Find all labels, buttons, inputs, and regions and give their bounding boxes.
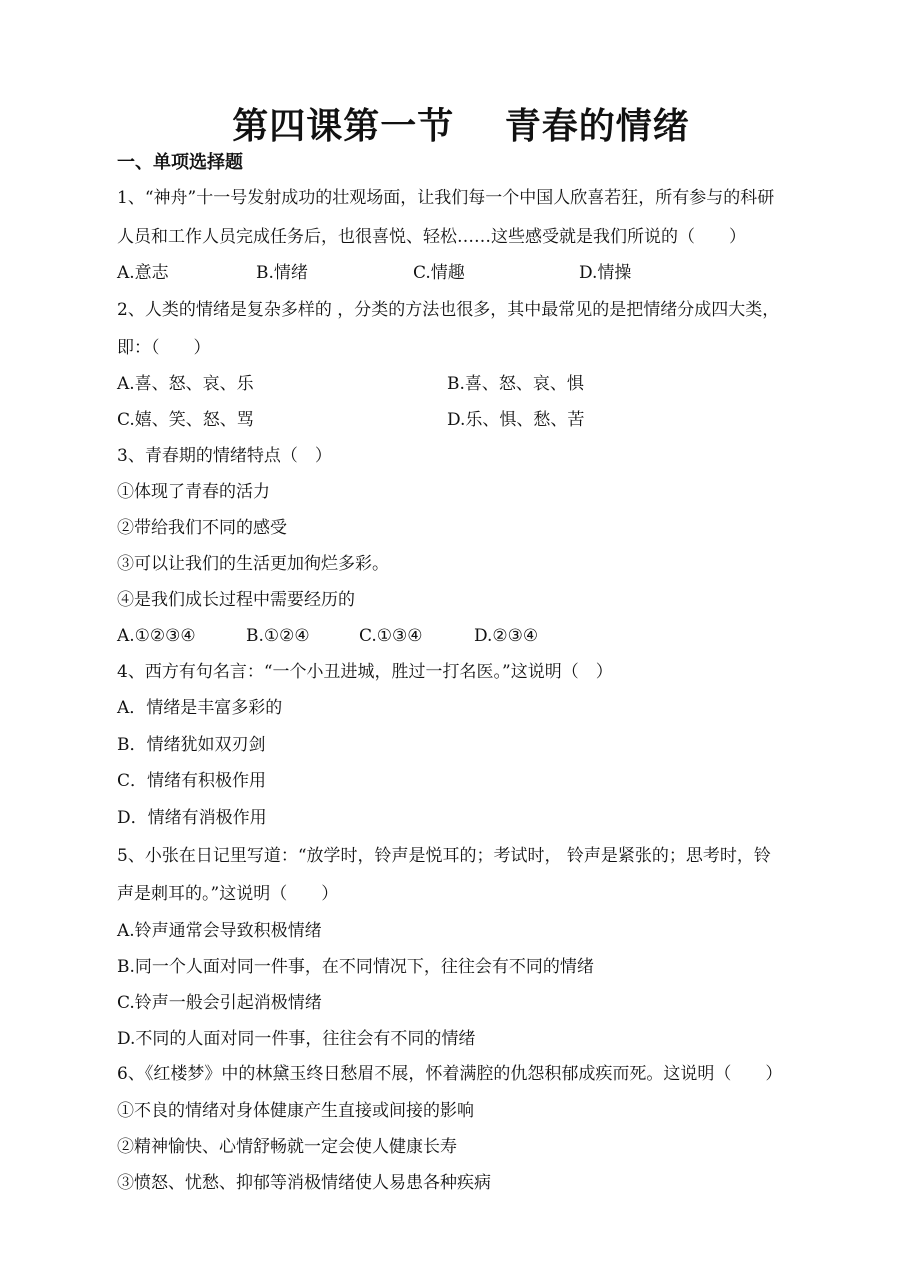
question-2-line-2: 即：（ ） [117, 338, 211, 358]
question-2-line-1: 2、人类的情绪是复杂多样的 ，分类的方法也很多，其中最常见的是把情绪分成四大类， [117, 300, 780, 320]
question-3-option-b: B.①②④ [246, 626, 310, 646]
question-3-item-2: ②带给我们不同的感受 [117, 518, 287, 538]
question-2-option-c: C.嬉、笑、怒、骂 [117, 410, 254, 430]
question-4-line-1: 4、西方有句名言：“一个小丑进城，胜过一打名医。”这说明（ ） [117, 662, 613, 682]
question-5-option-b: B.同一个人面对同一件事，在不同情况下，往往会有不同的情绪 [117, 957, 594, 977]
question-5-option-a: A.铃声通常会导致积极情绪 [117, 921, 322, 941]
question-1-option-d: D.情操 [579, 263, 632, 283]
question-6-item-3: ③愤怒、忧愁、抑郁等消极情绪使人易患各种疾病 [117, 1173, 491, 1193]
question-3-option-a: A.①②③④ [117, 626, 196, 646]
question-1-option-c: C.情趣 [413, 263, 465, 283]
question-3-item-4: ④是我们成长过程中需要经历的 [117, 590, 355, 610]
question-1-line-2: 人员和工作人员完成任务后，也很喜悦、轻松……这些感受就是我们所说的（ ） [117, 227, 746, 247]
question-3-option-d: D.②③④ [474, 626, 539, 646]
page-title: 第四课第一节 青春的情绪 [232, 105, 690, 147]
question-2-option-d: D.乐、惧、愁、苦 [447, 410, 585, 430]
question-5-option-d: D.不同的人面对同一件事，往往会有不同的情绪 [117, 1029, 476, 1049]
question-4-option-a: A．情绪是丰富多彩的 [117, 698, 283, 718]
question-4-option-c: C．情绪有积极作用 [117, 771, 267, 791]
question-3-item-3: ③可以让我们的生活更加徇烂多彩。 [117, 554, 389, 574]
question-1-option-b: B.情绪 [256, 263, 308, 283]
question-6-item-2: ②精神愉快、心情舒畅就一定会使人健康长寿 [117, 1137, 457, 1157]
question-5-line-2: 声是刺耳的。”这说明（ ） [117, 884, 339, 904]
question-6-item-1: ①不良的情绪对身体健康产生直接或间接的影响 [117, 1101, 474, 1121]
question-4-option-d: D．情绪有消极作用 [117, 808, 267, 828]
section-title: 一、单项选择题 [117, 152, 243, 173]
question-4-option-b: B．情绪犹如双刃剑 [117, 735, 266, 755]
question-1-option-a: A.意志 [117, 263, 169, 283]
question-1-line-1: 1、“神舟”十一号发射成功的壮观场面，让我们每一个中国人欣喜若狂，所有参与的科研 [117, 188, 775, 208]
question-2-option-a: A.喜、怒、哀、乐 [117, 374, 254, 394]
question-3-option-c: C.①③④ [359, 626, 423, 646]
question-5-option-c: C.铃声一般会引起消极情绪 [117, 993, 322, 1013]
question-6-line-1: 6、《红楼梦》中的林黛玉终日愁眉不展，怀着满腔的仇怨积郁成疾而死。这说明（ ） [117, 1064, 783, 1084]
question-3-line-1: 3、青春期的情绪特点（ ） [117, 446, 332, 466]
question-3-item-1: ①体现了青春的活力 [117, 482, 270, 502]
question-2-option-b: B.喜、怒、哀、惧 [447, 374, 584, 394]
question-5-line-1: 5、小张在日记里写道：“放学时，铃声是悦耳的；考试时， 铃声是紧张的；思考时，铃 [117, 846, 771, 866]
